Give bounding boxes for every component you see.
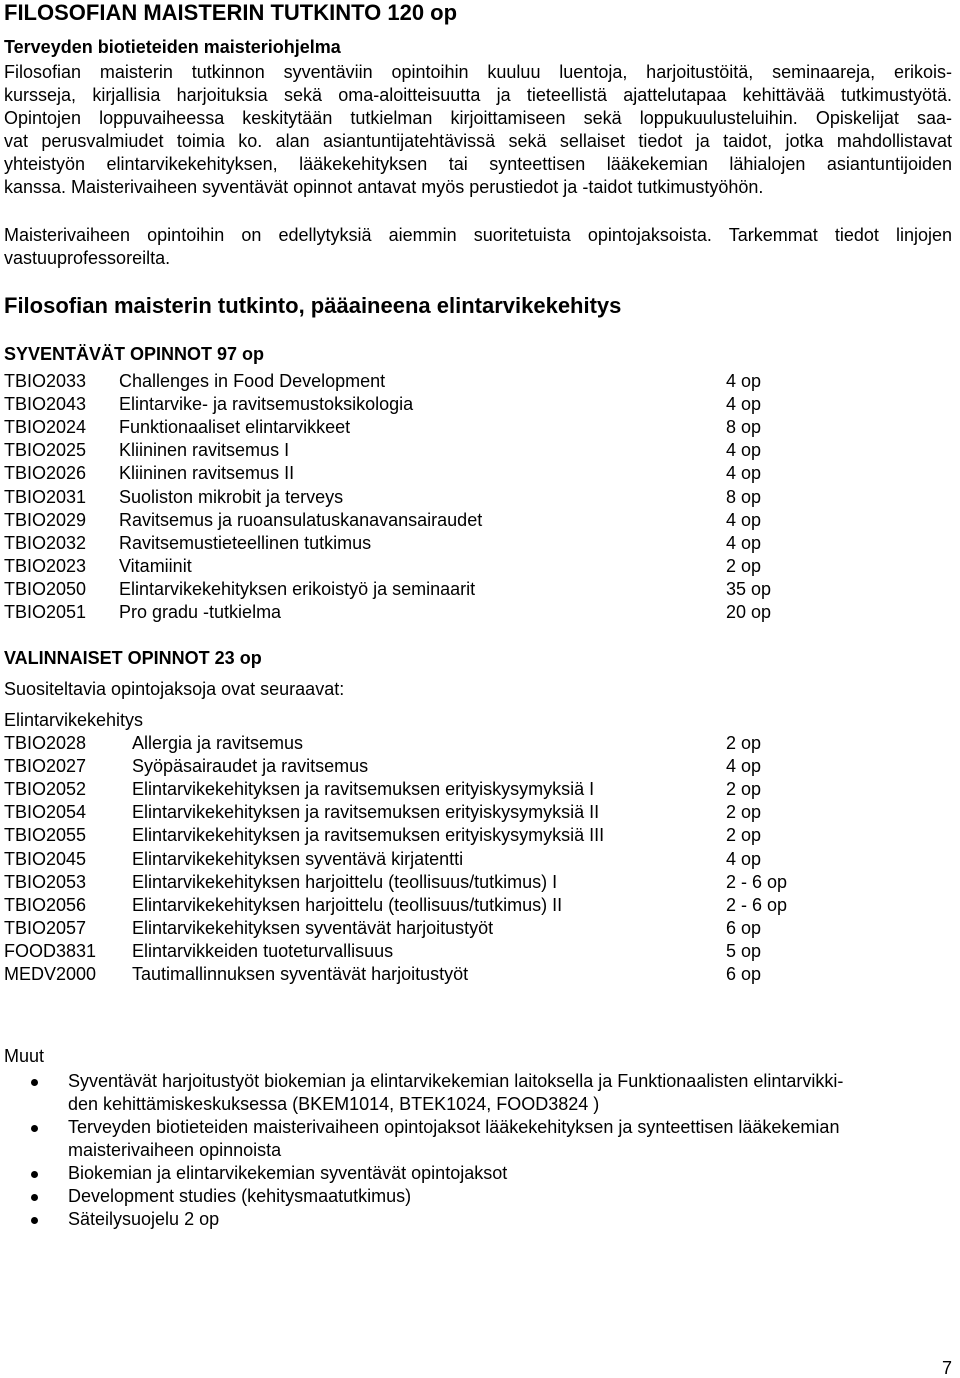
bullet-text: Syventävät harjoitustyöt biokemian ja elintarvikekemian laitoksella ja Funktionaalisten elintarvikki- (68, 1071, 844, 1091)
course-credits: 8 op (726, 486, 762, 507)
course-code: TBIO2025 (4, 440, 87, 461)
course-credits: 4 op (726, 509, 762, 530)
course-name: Syöpäsairaudet ja ravitsemus (132, 756, 369, 777)
course-code: TBIO2053 (4, 871, 87, 892)
bullet-text: maisterivaiheen opinnoista (68, 1140, 282, 1160)
course-row (4, 462, 904, 485)
course-row (4, 601, 904, 624)
course-name: Pro gradu -tutkielma (119, 602, 282, 622)
course-row (4, 940, 904, 963)
optional-studies-heading: VALINNAISET OPINNOT 23 op (4, 648, 262, 668)
course-name: Kliininen ravitsemus II (119, 463, 295, 484)
course-name: Funktionaaliset elintarvikkeet (119, 417, 351, 438)
course-row (4, 393, 904, 416)
course-credits: 2 op (726, 802, 762, 823)
course-code: TBIO2027 (4, 756, 87, 777)
intro-line: vat perusvalmiudet toimia ko. alan asiantuntijatehtävissä sekä sellaiset tiedot ja taidot, jotka mahdollistavat (4, 131, 952, 151)
bullet-text: Säteilysuojelu 2 op (68, 1209, 220, 1229)
course-code: TBIO2033 (4, 371, 87, 391)
course-code: TBIO2050 (4, 578, 87, 599)
course-row (4, 894, 904, 917)
bullet-item (4, 1208, 952, 1231)
course-name: Elintarvikekehityksen syventävä kirjatentti (132, 848, 464, 869)
course-row (4, 532, 904, 555)
course-credits: 35 op (726, 578, 772, 599)
course-code: TBIO2056 (4, 894, 87, 915)
course-code: TBIO2052 (4, 779, 87, 800)
intro-paragraph (4, 61, 952, 199)
course-name: Elintarvikekehityksen ja ravitsemuksen erityiskysymyksiä II (132, 802, 600, 823)
course-name: Elintarvikekehityksen harjoittelu (teollisuus/tutkimus) I (132, 871, 558, 892)
intro-line: kanssa. Maisterivaiheen syventävät opinnot antavat myös perustiedot ja -taidot tutkimustyöhön. (4, 177, 764, 197)
other-bullet-list (4, 1070, 952, 1231)
course-credits: 2 op (726, 825, 762, 846)
bullet-text: Terveyden biotieteiden maisterivaiheen opintojaksot lääkekehityksen ja synteettisen lääkekemian (68, 1117, 840, 1137)
course-credits: 2 op (726, 779, 762, 800)
prereq-line: Maisterivaiheen opintoihin on edellytyksiä aiemmin suoritetuista opintojaksoista. Tarkemmat tiedot linjojen (4, 225, 952, 245)
course-credits: 4 op (726, 532, 762, 553)
course-row (4, 848, 904, 871)
advanced-studies-heading: SYVENTÄVÄT OPINNOT 97 op (4, 344, 265, 364)
document-title: FILOSOFIAN MAISTERIN TUTKINTO 120 op (4, 0, 458, 25)
course-row (4, 439, 904, 462)
intro-line: kursseja, kirjallisia harjoituksia sekä oma-aloitteisuutta ja tieteellistä ajattelutapaa kehittävää tutkimustyötä. (4, 85, 952, 105)
course-row (4, 824, 904, 847)
bullet-dot-icon (31, 1079, 38, 1086)
course-row (4, 578, 904, 601)
course-credits: 2 op (726, 733, 762, 753)
course-credits: 2 - 6 op (726, 871, 788, 892)
course-row (4, 370, 904, 393)
course-name: Elintarvikekehityksen erikoistyö ja seminaarit (119, 578, 476, 599)
course-group-label: Elintarvikekehitys (4, 710, 144, 730)
course-credits: 20 op (726, 602, 772, 622)
course-code: TBIO2023 (4, 555, 87, 576)
course-code: TBIO2043 (4, 394, 87, 415)
bullet-item (4, 1070, 952, 1116)
course-row (4, 917, 904, 940)
bullet-dot-icon (31, 1194, 38, 1201)
course-row (4, 486, 904, 509)
bullet-text: Biokemian ja elintarvikekemian syventävät opintojaksot (68, 1163, 508, 1183)
bullet-text: Development studies (kehitysmaatutkimus) (68, 1186, 412, 1206)
course-name: Challenges in Food Development (119, 371, 386, 391)
course-name: Suoliston mikrobit ja terveys (119, 486, 344, 507)
course-name: Elintarvikekehityksen ja ravitsemuksen erityiskysymyksiä III (132, 825, 605, 846)
course-credits: 4 op (726, 848, 762, 869)
course-code: TBIO2051 (4, 602, 87, 622)
bullet-dot-icon (31, 1125, 38, 1132)
course-credits: 6 op (726, 917, 762, 938)
programme-subtitle: Terveyden biotieteiden maisteriohjelma (4, 37, 341, 57)
course-name: Allergia ja ravitsemus (132, 733, 304, 753)
course-row (4, 416, 904, 439)
intro-line: yhteistyön elintarvikekehityksen, lääkekehityksen tai synteettisen lääkekemian lähialojen asiantuntijoiden (4, 154, 952, 174)
course-code: TBIO2024 (4, 417, 87, 438)
bullet-item (4, 1162, 952, 1185)
course-row (4, 732, 904, 755)
course-credits: 6 op (726, 964, 762, 984)
course-name: Tautimallinnuksen syventävät harjoitustyöt (132, 964, 469, 984)
bullet-dot-icon (31, 1171, 38, 1178)
prerequisite-paragraph (4, 224, 952, 270)
course-credits: 4 op (726, 440, 762, 461)
course-credits: 4 op (726, 394, 762, 415)
optional-intro: Suositeltavia opintojaksoja ovat seuraavat: (4, 679, 345, 699)
course-name: Elintarvike- ja ravitsemustoksikologia (119, 394, 414, 415)
course-row (4, 963, 904, 986)
course-code: TBIO2029 (4, 509, 87, 530)
course-credits: 4 op (726, 756, 762, 777)
course-code: TBIO2032 (4, 532, 87, 553)
course-code: FOOD3831 (4, 940, 97, 961)
course-name: Ravitsemus ja ruoansulatuskanavansairaudet (119, 509, 483, 530)
course-code: TBIO2055 (4, 825, 87, 846)
prereq-line: vastuuprofessoreilta. (4, 248, 171, 268)
course-row (4, 778, 904, 801)
course-code: TBIO2045 (4, 848, 87, 869)
course-code: TBIO2026 (4, 463, 87, 484)
course-code: TBIO2054 (4, 802, 87, 823)
major-heading: Filosofian maisterin tutkinto, pääaineena elintarvikekehitys (4, 293, 622, 318)
course-credits: 2 op (726, 555, 762, 576)
course-name: Elintarvikkeiden tuoteturvallisuus (132, 940, 394, 961)
course-name: Elintarvikekehityksen ja ravitsemuksen erityiskysymyksiä I (132, 779, 595, 800)
intro-line: Opintojen loppuvaiheessa keskitytään tutkielman kirjoittamiseen sekä loppukuulusteluihin. Opiskelijat saa- (4, 108, 952, 128)
course-row (4, 755, 904, 778)
course-name: Ravitsemustieteellinen tutkimus (119, 532, 372, 553)
course-credits: 5 op (726, 940, 762, 961)
bullet-dot-icon (31, 1217, 38, 1224)
intro-line: Filosofian maisterin tutkinnon syventäviin opintoihin kuuluu luentoja, harjoitustöitä, seminaareja, erikois- (4, 62, 952, 82)
bullet-item (4, 1185, 952, 1208)
course-name: Kliininen ravitsemus I (119, 440, 290, 461)
course-credits: 2 - 6 op (726, 894, 788, 915)
course-row (4, 555, 904, 578)
course-name: Vitamiinit (119, 555, 192, 576)
course-code: TBIO2031 (4, 486, 87, 507)
course-credits: 4 op (726, 371, 762, 391)
course-code: MEDV2000 (4, 964, 97, 984)
course-code: TBIO2028 (4, 733, 87, 753)
course-row (4, 509, 904, 532)
bullet-item (4, 1116, 952, 1162)
course-code: TBIO2057 (4, 917, 87, 938)
other-label: Muut (4, 1046, 45, 1066)
course-name: Elintarvikekehityksen harjoittelu (teollisuus/tutkimus) II (132, 894, 563, 915)
course-row (4, 871, 904, 894)
bullet-text: den kehittämiskeskuksessa (BKEM1014, BTEK1024, FOOD3824 ) (68, 1094, 600, 1114)
course-row (4, 801, 904, 824)
course-credits: 4 op (726, 463, 762, 484)
course-credits: 8 op (726, 417, 762, 438)
course-name: Elintarvikekehityksen syventävät harjoitustyöt (132, 917, 494, 938)
page-number: 7 (941, 1358, 952, 1378)
